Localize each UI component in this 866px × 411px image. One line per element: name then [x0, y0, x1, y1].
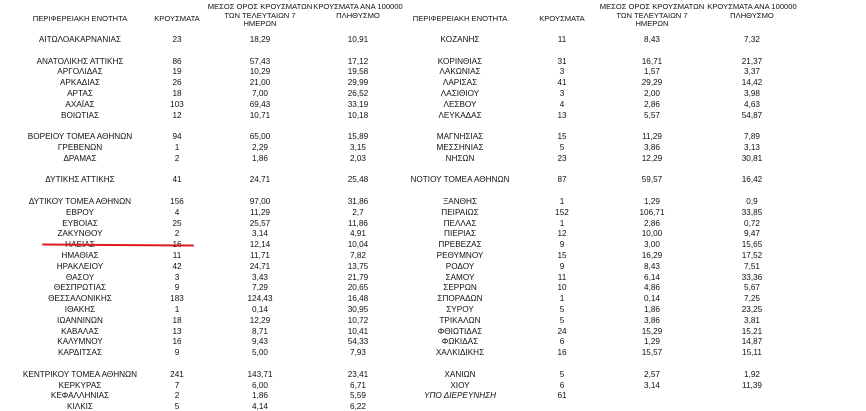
cell-name: ΧΑΝΙΩΝ: [444, 369, 476, 379]
cell-cases: 156: [170, 197, 184, 206]
cell-cases: 13: [557, 110, 567, 120]
cell-name: ΞΑΝΘΗΣ: [442, 197, 478, 206]
cell-avg7: 0,14: [252, 305, 268, 314]
cell-name: ΚΕΦΑΛΛΗΝΙΑΣ: [50, 391, 110, 401]
cell-per100k: 7,93: [350, 348, 366, 358]
cell-per100k: 2,7: [352, 207, 364, 217]
cell-cases: 86: [172, 56, 182, 66]
cell-name: ΜΑΓΝΗΣΙΑΣ: [436, 132, 484, 142]
cell-avg7: 16,71: [641, 56, 663, 66]
cell-per100k: 19,58: [347, 67, 369, 77]
cell-cases: 9: [559, 240, 565, 250]
cell-per100k: 23,25: [741, 305, 763, 314]
cell-cases: 6: [559, 337, 565, 347]
cell-cases: 11: [557, 272, 567, 282]
cell-cases: 9: [559, 261, 565, 271]
cell-avg7: 24,71: [249, 175, 271, 185]
cell-name: ΖΑΚΥΝΘΟΥ: [57, 229, 103, 239]
cell-per100k: 5,67: [744, 283, 760, 293]
cell-name: ΣΠΟΡΑΔΩΝ: [437, 294, 483, 304]
cell-avg7: 9,43: [252, 337, 268, 347]
cell-cases: 4: [174, 207, 180, 217]
cell-avg7: 106,71: [639, 207, 665, 217]
cell-avg7: 3,00: [644, 240, 660, 250]
cell-per100k: 6,71: [350, 380, 366, 390]
cell-avg7: 59,57: [641, 175, 663, 185]
cell-cases: 19: [172, 67, 182, 77]
cell-name: ΑΡΚΑΔΙΑΣ: [59, 78, 101, 88]
cell-cases: 23: [172, 35, 182, 44]
cell-per100k: 33,85: [741, 207, 763, 217]
cell-per100k: 5,59: [350, 391, 366, 401]
cell-per100k: 20,65: [347, 283, 369, 293]
cell-name: ΛΑΚΩΝΙΑΣ: [439, 67, 481, 77]
right-header-per100k: ΚΡΟΥΣΜΑΤΑ ΑΝΑ 100000 ΠΛΗΘΥΣΜΟ: [707, 2, 797, 20]
cell-cases: 3: [559, 67, 565, 77]
cell-cases: 152: [555, 207, 569, 217]
cell-cases: 2: [174, 153, 180, 163]
cell-avg7: 1,86: [252, 391, 268, 401]
right-header-cases: ΚΡΟΥΣΜΑΤΑ: [539, 14, 585, 23]
cell-cases: 16: [172, 337, 182, 347]
cell-name: ΑΙΤΩΛΟΑΚΑΡΝΑΝΙΑΣ: [38, 35, 122, 44]
cell-avg7: 3,86: [644, 315, 660, 325]
cell-per100k: 54,87: [741, 110, 763, 120]
cell-cases: 6: [559, 380, 565, 390]
cell-avg7: 6,14: [644, 272, 660, 282]
cell-per100k: 0,72: [744, 218, 760, 228]
cell-avg7: 10,71: [249, 110, 271, 120]
cell-cases: 1: [174, 143, 180, 152]
cell-cases: 24: [557, 326, 567, 336]
cell-cases: 61: [557, 391, 567, 401]
cell-avg7: 16,29: [641, 251, 663, 260]
cell-avg7: 29,29: [641, 78, 663, 88]
cell-avg7: 3,43: [252, 272, 268, 282]
cell-name: ΔΥΤΙΚΗΣ ΑΤΤΙΚΗΣ: [45, 175, 115, 185]
cell-cases: 241: [170, 369, 184, 379]
cell-per100k: 16,48: [347, 294, 369, 304]
cell-per100k: 3,37: [744, 67, 760, 77]
cell-name: ΑΡΤΑΣ: [67, 89, 93, 98]
cell-avg7: 2,86: [644, 99, 660, 109]
cell-avg7: 12,29: [249, 315, 271, 325]
cell-per100k: 14,87: [741, 337, 763, 347]
cell-cases: 94: [172, 132, 182, 142]
cell-avg7: 57,43: [249, 56, 271, 66]
cell-cases: 41: [172, 175, 182, 185]
cell-avg7: 4,86: [644, 283, 660, 293]
cell-per100k: 15,21: [741, 326, 763, 336]
cell-cases: 23: [557, 153, 567, 163]
cell-cases: 18: [172, 315, 182, 325]
cell-avg7: 12,29: [641, 153, 663, 163]
cell-cases: 1: [174, 305, 180, 314]
cell-avg7: 7,29: [252, 283, 268, 293]
cell-name: ΛΕΣΒΟΥ: [443, 99, 477, 109]
cell-per100k: 11,39: [742, 380, 762, 390]
cell-per100k: 3,81: [744, 315, 760, 325]
cell-cases: 42: [172, 261, 182, 271]
cell-per100k: 14,42: [741, 78, 763, 88]
right-header-avg7: ΜΕΣΟΣ ΟΡΟΣ ΚΡΟΥΣΜΑΤΩΝ ΤΩΝ ΤΕΛΕΥΤΑΙΩΝ 7 ΗΜΕΡΩΝ: [599, 2, 705, 29]
cell-avg7: 1,86: [252, 153, 268, 163]
cell-per100k: 13,75: [347, 261, 369, 271]
cell-cases: 7: [174, 380, 180, 390]
cell-per100k: 10,04: [347, 240, 369, 250]
cell-per100k: 54,33: [347, 337, 369, 347]
cell-name: ΚΟΖΑΝΗΣ: [440, 35, 480, 44]
cell-per100k: 0,9: [746, 197, 758, 206]
cell-name: ΝΗΣΩΝ: [445, 153, 475, 163]
cell-per100k: 10,72: [347, 315, 369, 325]
cell-avg7: 1,86: [644, 305, 660, 314]
cell-name: ΠΕΛΛΑΣ: [443, 218, 477, 228]
cell-avg7: 1,29: [644, 337, 660, 347]
cell-cases: 11: [557, 35, 567, 44]
cell-cases: 2: [174, 229, 180, 239]
cell-per100k: 30,95: [347, 305, 369, 314]
cell-per100k: 3,13: [744, 143, 760, 152]
cell-name: ΒΟΙΩΤΙΑΣ: [60, 110, 100, 120]
cell-cases: 3: [174, 272, 180, 282]
cell-name: ΚΟΡΙΝΘΙΑΣ: [437, 56, 483, 66]
cell-name: ΑΧΑΪΑΣ: [65, 99, 95, 109]
cell-name: ΣΑΜΟΥ: [445, 272, 475, 282]
cell-cases: 10: [557, 283, 567, 293]
cell-name: ΚΑΡΔΙΤΣΑΣ: [57, 348, 103, 358]
cell-cases: 16: [557, 348, 567, 358]
cell-per100k: 4,63: [744, 99, 760, 109]
cell-cases: 5: [174, 402, 180, 411]
cell-avg7: 10,29: [249, 67, 271, 77]
cell-avg7: 2,00: [644, 89, 660, 98]
cell-avg7: 143,71: [247, 369, 273, 379]
cell-name: ΚΙΛΚΙΣ: [66, 402, 94, 411]
cell-per100k: 7,51: [744, 261, 760, 271]
cell-per100k: 23,41: [347, 369, 369, 379]
cell-avg7: 124,43: [247, 294, 273, 304]
cell-cases: 13: [172, 326, 182, 336]
cell-per100k: 6,22: [350, 402, 366, 411]
cell-cases: 5: [559, 143, 565, 152]
cell-per100k: 1,92: [744, 369, 760, 379]
cell-name: ΛΑΡΙΣΑΣ: [442, 78, 478, 88]
cell-name: ΡΕΘΥΜΝΟΥ: [436, 251, 484, 260]
cell-per100k: 3,98: [744, 89, 760, 98]
cell-per100k: 25,48: [347, 175, 369, 185]
cell-avg7: 8,43: [644, 35, 660, 44]
cell-per100k: 33,19: [347, 99, 369, 109]
cell-per100k: 7,89: [744, 132, 760, 142]
cell-name: ΡΟΔΟΥ: [445, 261, 475, 271]
cell-per100k: 3,15: [350, 143, 366, 152]
cell-avg7: 97,00: [249, 197, 271, 206]
cell-cases: 9: [174, 283, 180, 293]
left-header-cases: ΚΡΟΥΣΜΑΤΑ: [154, 14, 200, 23]
cell-avg7: 5,00: [252, 348, 268, 358]
cell-name: ΓΡΕΒΕΝΩΝ: [57, 143, 103, 152]
cell-avg7: 2,86: [644, 218, 660, 228]
left-header-region: ΠΕΡΙΦΕΡΕΙΑΚΗ ΕΝΟΤΗΤΑ: [32, 14, 128, 23]
cell-avg7: 25,57: [249, 218, 271, 228]
cell-avg7: 3,86: [644, 143, 660, 152]
cell-cases: 1: [559, 294, 565, 304]
cell-avg7: 11,29: [250, 207, 270, 217]
cell-avg7: 1,57: [644, 67, 660, 77]
cell-name: ΕΒΡΟΥ: [66, 207, 94, 217]
cell-name: ΠΡΕΒΕΖΑΣ: [438, 240, 482, 250]
cell-cases: 15: [557, 251, 567, 260]
cell-per100k: 9,47: [744, 229, 760, 239]
cell-cases: 1: [559, 197, 565, 206]
cell-avg7: 7,00: [252, 89, 268, 98]
cell-cases: 103: [170, 99, 184, 109]
cell-cases: 12: [557, 229, 567, 239]
cell-avg7: 0,14: [644, 294, 660, 304]
cell-name: ΤΡΙΚΑΛΩΝ: [439, 315, 481, 325]
cell-cases: 41: [557, 78, 567, 88]
cell-name: ΔΥΤΙΚΟΥ ΤΟΜΕΑ ΑΘΗΝΩΝ: [28, 197, 132, 206]
cell-avg7: 18,29: [249, 35, 271, 44]
cell-per100k: 21,37: [741, 56, 763, 66]
cell-name: ΧΙΟΥ: [450, 380, 470, 390]
cell-per100k: 26,52: [347, 89, 369, 98]
left-header-avg7: ΜΕΣΟΣ ΟΡΟΣ ΚΡΟΥΣΜΑΤΩΝ ΤΩΝ ΤΕΛΕΥΤΑΙΩΝ 7 ΗΜΕΡΩΝ: [207, 2, 313, 29]
cell-avg7: 8,43: [644, 261, 660, 271]
cell-per100k: 33,36: [741, 272, 763, 282]
cell-per100k: 4,91: [350, 229, 366, 239]
cell-avg7: 2,57: [644, 369, 660, 379]
cell-name: ΜΕΣΣΗΝΙΑΣ: [436, 143, 484, 152]
cell-per100k: 15,11: [742, 348, 762, 358]
cell-per100k: 11,86: [348, 218, 368, 228]
cell-name: ΚΕΝΤΡΙΚΟΥ ΤΟΜΕΑ ΑΘΗΝΩΝ: [22, 369, 138, 379]
cell-cases: 31: [557, 56, 567, 66]
cell-per100k: 7,32: [744, 35, 760, 44]
cell-per100k: 17,12: [347, 56, 369, 66]
cell-per100k: 30,81: [741, 153, 763, 163]
cell-name: ΑΝΑΤΟΛΙΚΗΣ ΑΤΤΙΚΗΣ: [36, 56, 124, 66]
cell-name: ΘΑΣΟΥ: [65, 272, 95, 282]
cell-name: ΚΑΒΑΛΑΣ: [61, 326, 99, 336]
cell-cases: 2: [174, 391, 180, 401]
cell-per100k: 16,42: [741, 175, 763, 185]
cell-per100k: 15,89: [347, 132, 369, 142]
cell-cases: 1: [559, 218, 565, 228]
cell-avg7: 5,57: [644, 110, 660, 120]
cell-name: ΒΟΡΕΙΟΥ ΤΟΜΕΑ ΑΘΗΝΩΝ: [27, 132, 133, 142]
cell-avg7: 69,43: [249, 99, 271, 109]
cell-avg7: 6,00: [252, 380, 268, 390]
cell-name: ΔΡΑΜΑΣ: [63, 153, 97, 163]
cell-per100k: 10,91: [347, 35, 369, 44]
cell-cases: 3: [559, 89, 565, 98]
cell-avg7: 15,57: [641, 348, 663, 358]
cell-cases: 25: [172, 218, 182, 228]
cell-name: ΙΩΑΝΝΙΝΩΝ: [57, 315, 103, 325]
cell-name: ΠΙΕΡΙΑΣ: [444, 229, 476, 239]
cell-avg7: 8,71: [252, 326, 268, 336]
cell-name: ΘΕΣΠΡΩΤΙΑΣ: [53, 283, 107, 293]
cell-name: ΠΕΙΡΑΙΩΣ: [441, 207, 479, 217]
cell-name: ΥΠΟ ΔΙΕΡΕΥΝΗΣΗ: [424, 391, 496, 401]
cell-name: ΑΡΓΟΛΙΔΑΣ: [57, 67, 103, 77]
cell-cases: 18: [172, 89, 182, 98]
cell-name: ΝΟΤΙΟΥ ΤΟΜΕΑ ΑΘΗΝΩΝ: [410, 175, 510, 185]
cell-name: ΘΕΣΣΑΛΟΝΙΚΗΣ: [48, 294, 112, 304]
cell-avg7: 11,29: [642, 132, 662, 142]
cell-avg7: 1,29: [644, 197, 660, 206]
cell-avg7: 3,14: [644, 380, 660, 390]
cell-avg7: 15,29: [641, 326, 663, 336]
cell-cases: 26: [172, 78, 182, 88]
cell-cases: 9: [174, 348, 180, 358]
cell-per100k: 29,99: [347, 78, 369, 88]
cell-cases: 87: [557, 175, 567, 185]
cell-avg7: 4,14: [252, 402, 268, 411]
right-header-region: ΠΕΡΙΦΕΡΕΙΑΚΗ ΕΝΟΤΗΤΑ: [412, 14, 508, 23]
cell-name: ΣΕΡΡΩΝ: [443, 283, 477, 293]
cell-cases: 5: [559, 305, 565, 314]
cell-per100k: 7,82: [350, 251, 366, 260]
cell-avg7: 11,71: [250, 251, 270, 260]
left-header-per100k: ΚΡΟΥΣΜΑΤΑ ΑΝΑ 100000 ΠΛΗΘΥΣΜΟ: [313, 2, 403, 20]
cell-per100k: 17,52: [741, 251, 763, 260]
cell-per100k: 2,03: [350, 153, 366, 163]
cell-name: ΕΥΒΟΙΑΣ: [62, 218, 98, 228]
cell-name: ΗΡΑΚΛΕΙΟΥ: [56, 261, 104, 271]
cell-name: ΦΩΚΙΔΑΣ: [441, 337, 479, 347]
cell-cases: 11: [172, 251, 182, 260]
cell-name: ΧΑΛΚΙΔΙΚΗΣ: [435, 348, 485, 358]
cell-name: ΗΜΑΘΙΑΣ: [61, 251, 99, 260]
cell-avg7: 24,71: [249, 261, 271, 271]
cell-name: ΚΕΡΚΥΡΑΣ: [58, 380, 102, 390]
cell-avg7: 65,00: [249, 132, 271, 142]
cell-name: ΦΘΙΩΤΙΔΑΣ: [437, 326, 483, 336]
cell-per100k: 21,79: [347, 272, 369, 282]
cell-per100k: 31,86: [347, 197, 369, 206]
cell-cases: 12: [172, 110, 182, 120]
cell-avg7: 2,29: [252, 143, 268, 152]
cell-avg7: 10,00: [641, 229, 663, 239]
cell-name: ΛΕΥΚΑΔΑΣ: [438, 110, 482, 120]
cell-cases: 183: [170, 294, 184, 304]
cell-avg7: 3,14: [252, 229, 268, 239]
cell-name: ΙΘΑΚΗΣ: [64, 305, 96, 314]
cell-cases: 5: [559, 369, 565, 379]
cell-name: ΛΑΣΙΘΙΟΥ: [440, 89, 480, 98]
cell-per100k: 10,18: [347, 110, 369, 120]
cell-per100k: 7,25: [744, 294, 760, 304]
cell-cases: 5: [559, 315, 565, 325]
cell-cases: 15: [557, 132, 567, 142]
cell-avg7: 12,14: [249, 240, 271, 250]
cell-per100k: 15,65: [741, 240, 763, 250]
cell-avg7: 21,00: [249, 78, 271, 88]
cell-name: ΚΑΛΥΜΝΟΥ: [57, 337, 103, 347]
cell-per100k: 10,41: [347, 326, 369, 336]
cell-name: ΣΥΡΟΥ: [446, 305, 474, 314]
cell-cases: 4: [559, 99, 565, 109]
